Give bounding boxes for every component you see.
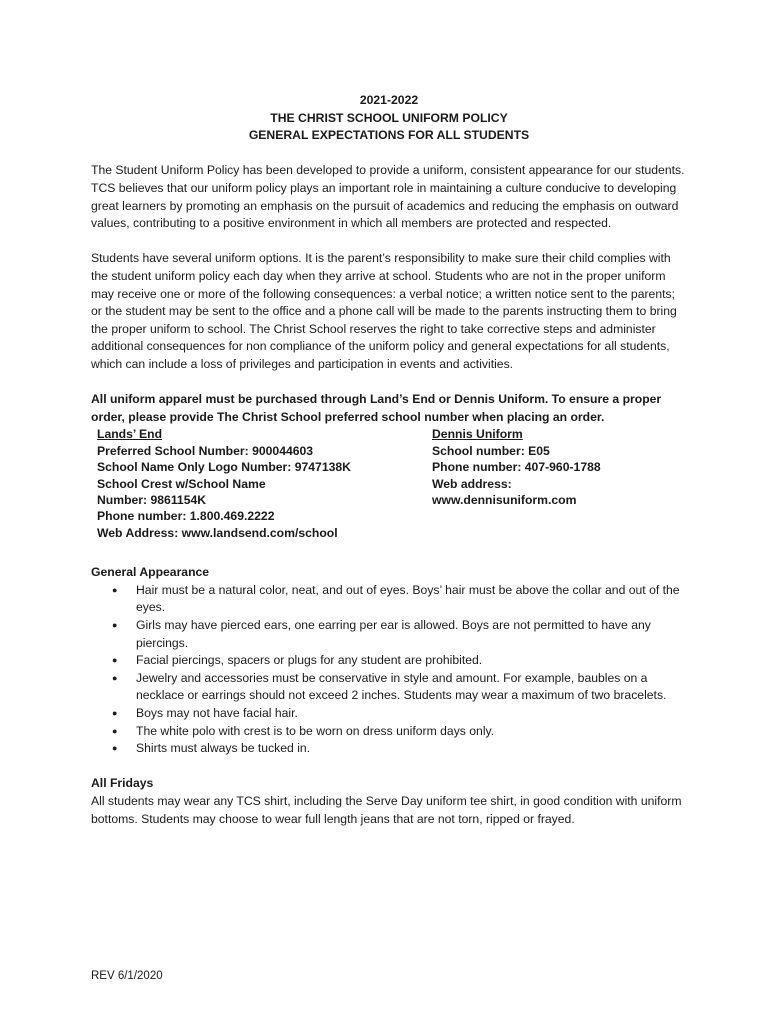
- list-item: ● Jewelry and accessories must be conservative in style and amount. For example, baubles on a necklace or earrings should not exceed 2 inches. Students may wear a maximum of two bracelets.: [91, 670, 687, 705]
- list-item: ● The white polo with crest is to be worn on dress uniform days only.: [91, 723, 687, 741]
- lands-end-column: [97, 426, 397, 541]
- lands-end-line: Web Address: www.landsend.com/school: [97, 525, 338, 540]
- document-title: THE CHRIST SCHOOL UNIFORM POLICY: [270, 110, 508, 125]
- all-fridays-heading: All Fridays: [91, 776, 154, 791]
- document-year: 2021-2022: [359, 93, 419, 107]
- purchase-notice: All uniform apparel must be purchased through Land’s End or Dennis Uniform. To ensure a proper order, please provide The Christ School preferred school number when placing an order.: [91, 392, 662, 424]
- general-appearance-list: [91, 582, 687, 758]
- document-subtitle: GENERAL EXPECTATIONS FOR ALL STUDENTS: [248, 128, 530, 143]
- lands-end-line: Preferred School Number: 900044603: [97, 443, 314, 458]
- lands-end-name: Lands’ End: [97, 427, 163, 442]
- list-item: ● Girls may have pierced ears, one earring per ear is allowed. Boys are not permitted to have any piercings.: [91, 617, 687, 652]
- dennis-line: Web address:: [432, 476, 512, 491]
- lands-end-line: School Crest w/School Name: [97, 476, 266, 491]
- dennis-name: Dennis Uniform: [432, 427, 523, 442]
- dennis-line: School number: E05: [432, 443, 550, 458]
- lands-end-line: Phone number: 1.800.469.2222: [97, 509, 275, 524]
- all-fridays-text: All students may wear any TCS shirt, including the Serve Day uniform tee shirt, in good condition with uniform bottoms. Students may choose to wear full length jeans that are not torn, ripped or frayed.: [91, 794, 682, 826]
- list-item: ● Facial piercings, spacers or plugs for any student are prohibited.: [91, 652, 687, 670]
- list-item: ● Shirts must always be tucked in.: [91, 740, 687, 758]
- vendor-info: [91, 426, 687, 546]
- dennis-line: Phone number: 407-960-1788: [432, 460, 601, 475]
- list-item: ● Hair must be a natural color, neat, and out of eyes. Boys’ hair must be above the collar and out of the eyes.: [91, 582, 687, 617]
- lands-end-line: School Name Only Logo Number: 9747138K: [97, 460, 351, 475]
- dennis-column: [432, 426, 682, 508]
- lands-end-line: Number: 9861154K: [97, 492, 207, 507]
- intro-paragraph: The Student Uniform Policy has been developed to provide a uniform, consistent appearance for our students. TCS believes that our uniform policy plays an important role in maintaining a culture conducive to developing great learners by promoting an emphasis on the pursuit of academics and reducing the emphasis on outward values, contributing to a positive environment in which all members are protected and respected.: [91, 163, 685, 231]
- list-item: ● Boys may not have facial hair.: [91, 705, 687, 723]
- revision-footer: REV 6/1/2020: [91, 970, 163, 982]
- document-page: [91, 92, 687, 828]
- dennis-line: www.dennisuniform.com: [432, 492, 577, 507]
- options-paragraph: Students have several uniform options. It is the parent’s responsibility to make sure their child complies with the student uniform policy each day when they arrive at school. Students who are not in the proper uniform may receive one or more of the following consequences: a verbal notice; a written notice sent to the parents; or the student may be sent to the office and a phone call will be made to the parents instructing them to bring the proper uniform to school. The Christ School reserves the right to take corrective steps and administer additional consequences for non compliance of the uniform policy and general expectations for all students, which can include a loss of privileges and participation in events and activities.: [91, 251, 677, 371]
- general-appearance-heading: General Appearance: [91, 565, 210, 580]
